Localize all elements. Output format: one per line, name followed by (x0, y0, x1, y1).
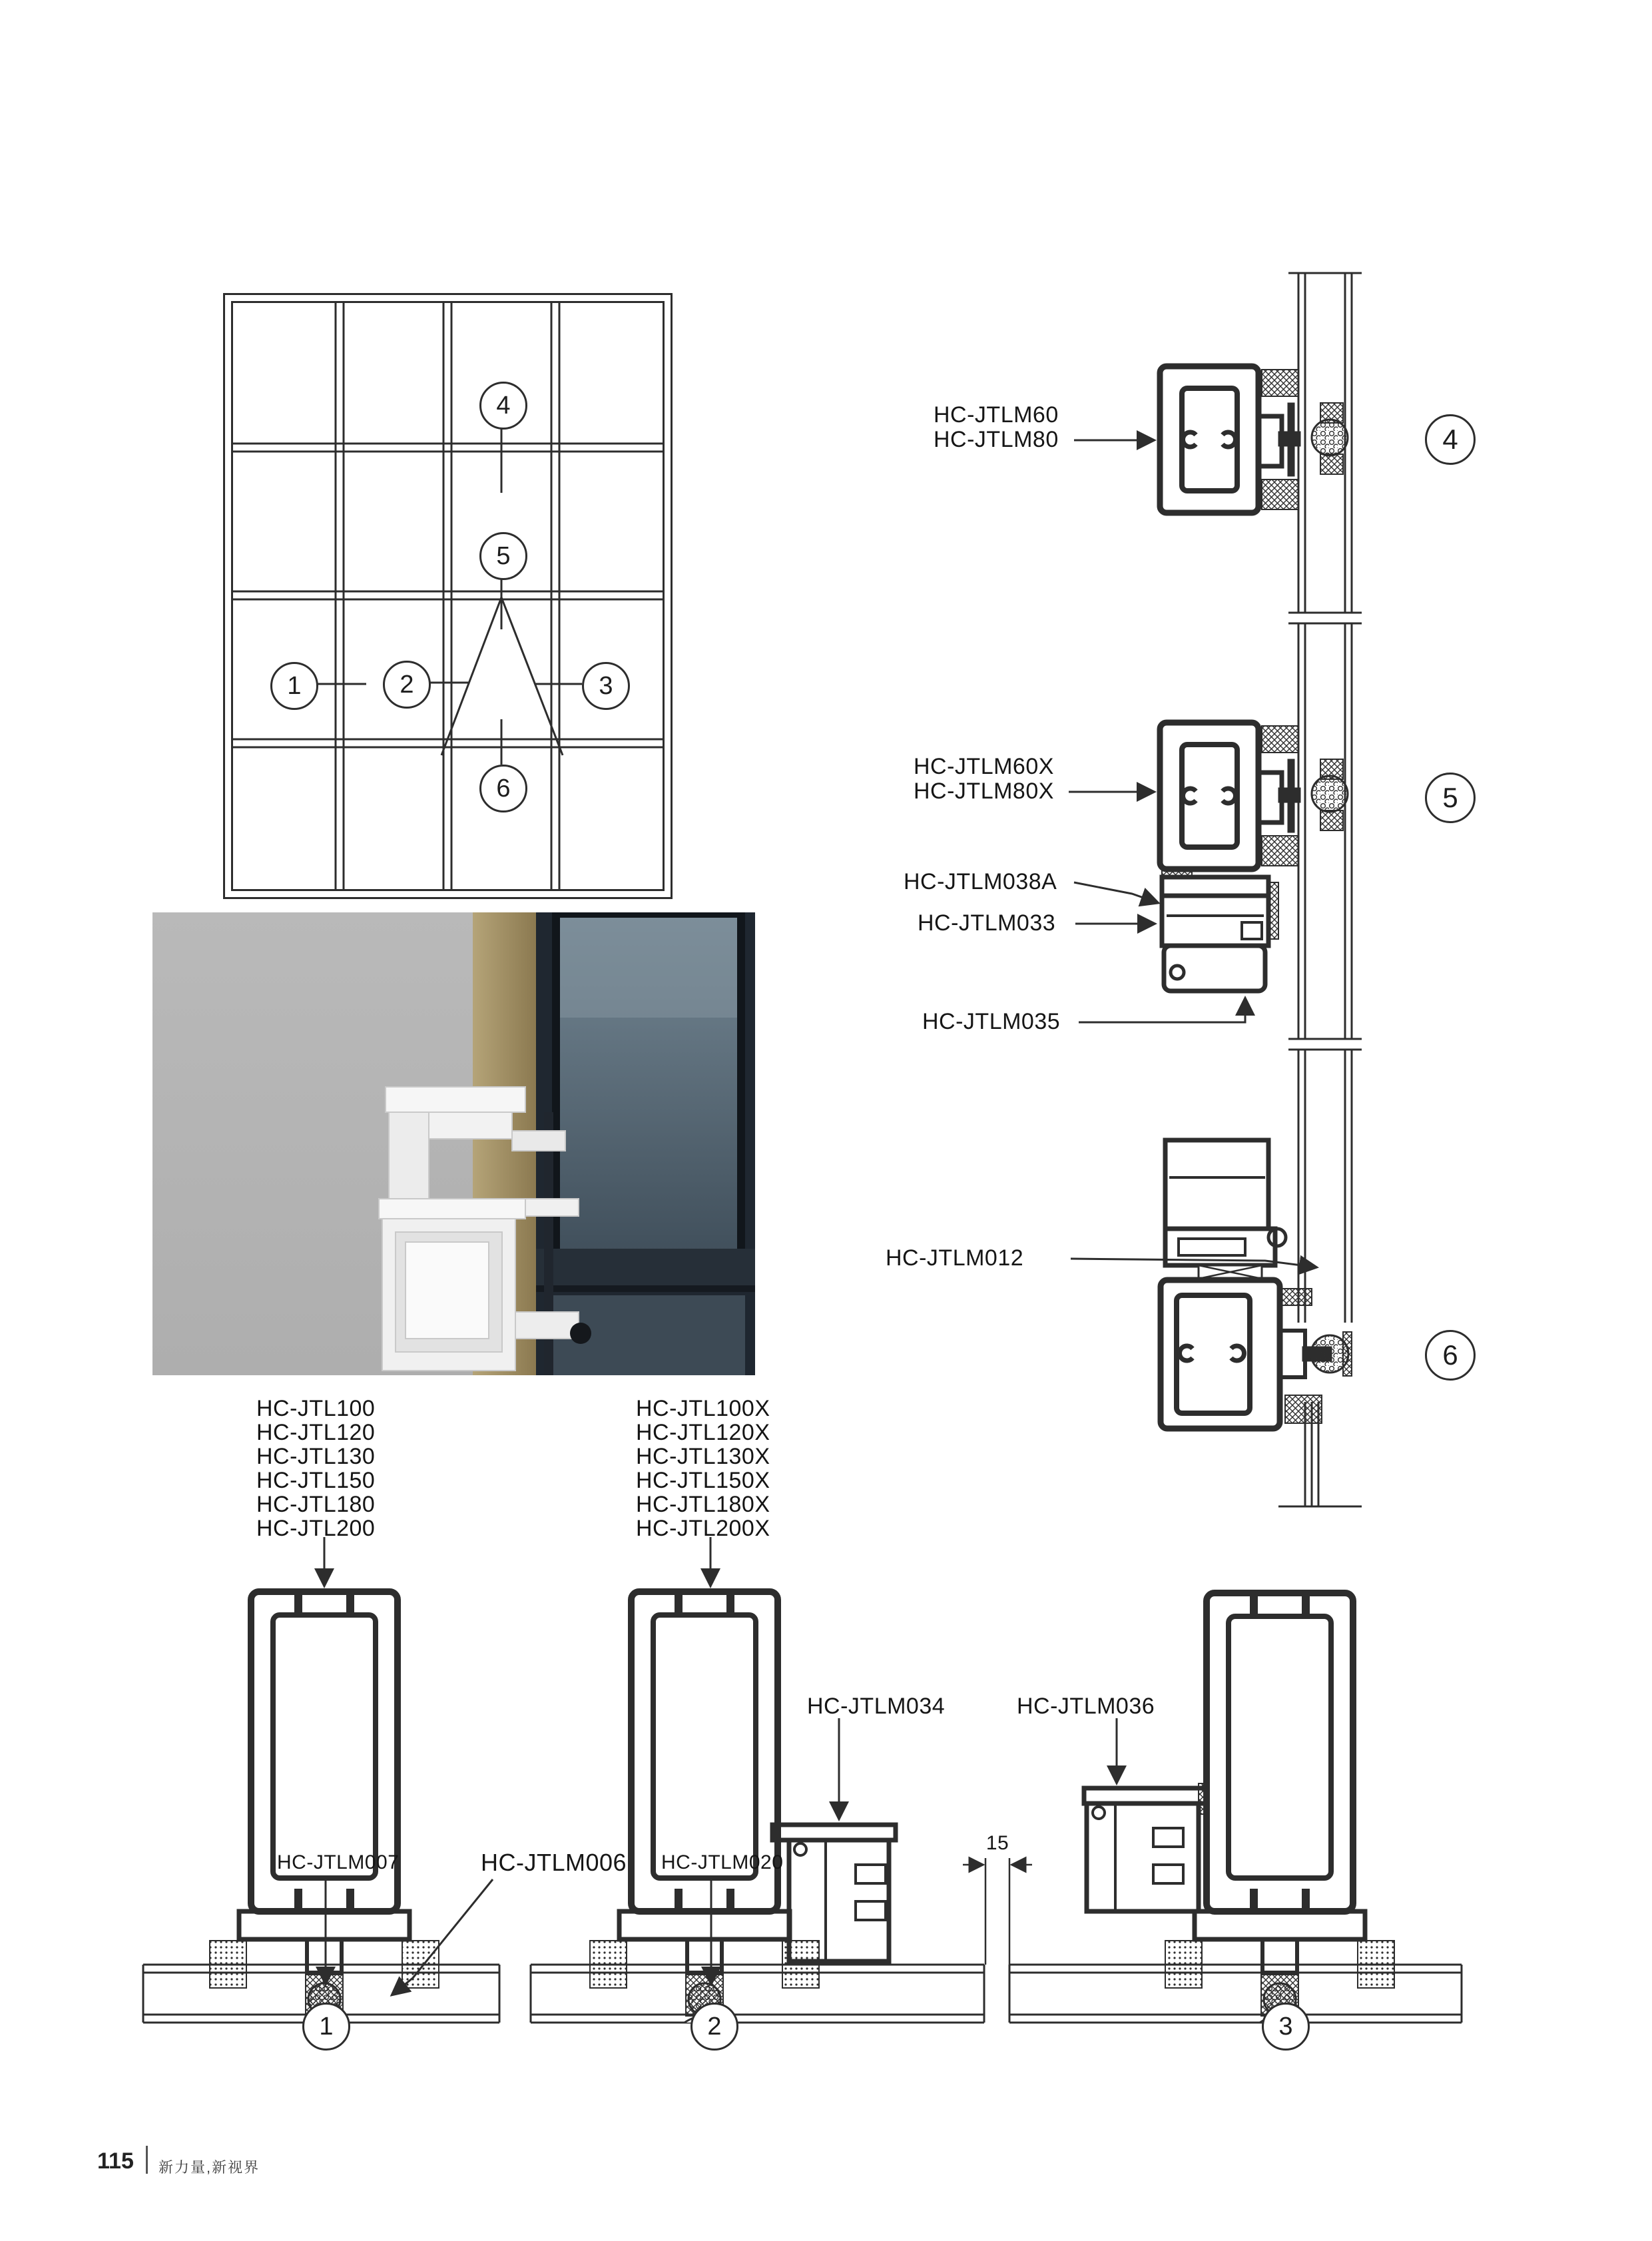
section-callout-1: 1 (302, 2003, 350, 2051)
series-item: HC-JTL200 (256, 1516, 376, 1541)
mullion-series-list (256, 1397, 375, 1540)
footer-tagline: 新力量,新视界 (158, 2159, 260, 2176)
label-jtlm033: HC-JTLM033 (918, 910, 1056, 936)
label-jtlm60x: HC-JTLM60X (914, 754, 1054, 779)
series-item: HC-JTL200X (636, 1516, 770, 1541)
vertical-section-details-drawing (879, 266, 1492, 1532)
label-jtlm012: HC-JTLM012 (886, 1245, 1024, 1271)
series-item: HC-JTL150X (636, 1468, 770, 1493)
dimension-15: 15 (985, 1832, 1009, 1854)
footer-divider (146, 2146, 148, 2174)
series-item: HC-JTL100X (636, 1396, 770, 1421)
elevation-callout-5: 5 (479, 532, 527, 580)
series-item: HC-JTL180X (636, 1492, 770, 1517)
elevation-callout-2: 2 (383, 661, 431, 709)
section-callout-3: 3 (1262, 2003, 1310, 2051)
series-item: HC-JTL180 (256, 1492, 376, 1517)
series-item: HC-JTL120 (256, 1420, 376, 1445)
label-jtlm80x: HC-JTLM80X (914, 779, 1054, 804)
product-photo (152, 912, 755, 1375)
elevation-callout-1: 1 (270, 662, 318, 710)
elevation-callout-4: 4 (479, 382, 527, 430)
elevation-callout-3: 3 (582, 662, 630, 710)
series-item: HC-JTL120X (636, 1420, 770, 1445)
series-item: HC-JTL100 (256, 1396, 376, 1421)
label-jtlm020: HC-JTLM020 (661, 1851, 784, 1873)
label-jtlm006: HC-JTLM006 (481, 1849, 627, 1876)
series-item: HC-JTL130 (256, 1444, 376, 1469)
horizontal-section-details-drawing (133, 1518, 1525, 2051)
label-jtlm034: HC-JTLM034 (807, 1694, 946, 1719)
mullion-series-x-list (636, 1397, 770, 1540)
series-item: HC-JTL150 (256, 1468, 376, 1493)
detail-callout-5: 5 (1425, 773, 1476, 823)
detail-callout-4: 4 (1425, 414, 1476, 465)
elevation-callout-6: 6 (479, 765, 527, 812)
label-jtlm036: HC-JTLM036 (1017, 1694, 1155, 1719)
elevation-grid-drawing (223, 293, 673, 899)
label-jtlm038a: HC-JTLM038A (904, 869, 1057, 894)
page-number: 115 (97, 2148, 134, 2174)
series-item: HC-JTL130X (636, 1444, 770, 1469)
detail-callout-6: 6 (1425, 1330, 1476, 1381)
label-jtlm035: HC-JTLM035 (922, 1009, 1061, 1034)
section-callout-2: 2 (690, 2003, 738, 2051)
label-jtlm80: HC-JTLM80 (934, 427, 1059, 452)
label-jtlm007: HC-JTLM007 (277, 1851, 400, 1873)
label-jtlm60: HC-JTLM60 (934, 402, 1059, 428)
